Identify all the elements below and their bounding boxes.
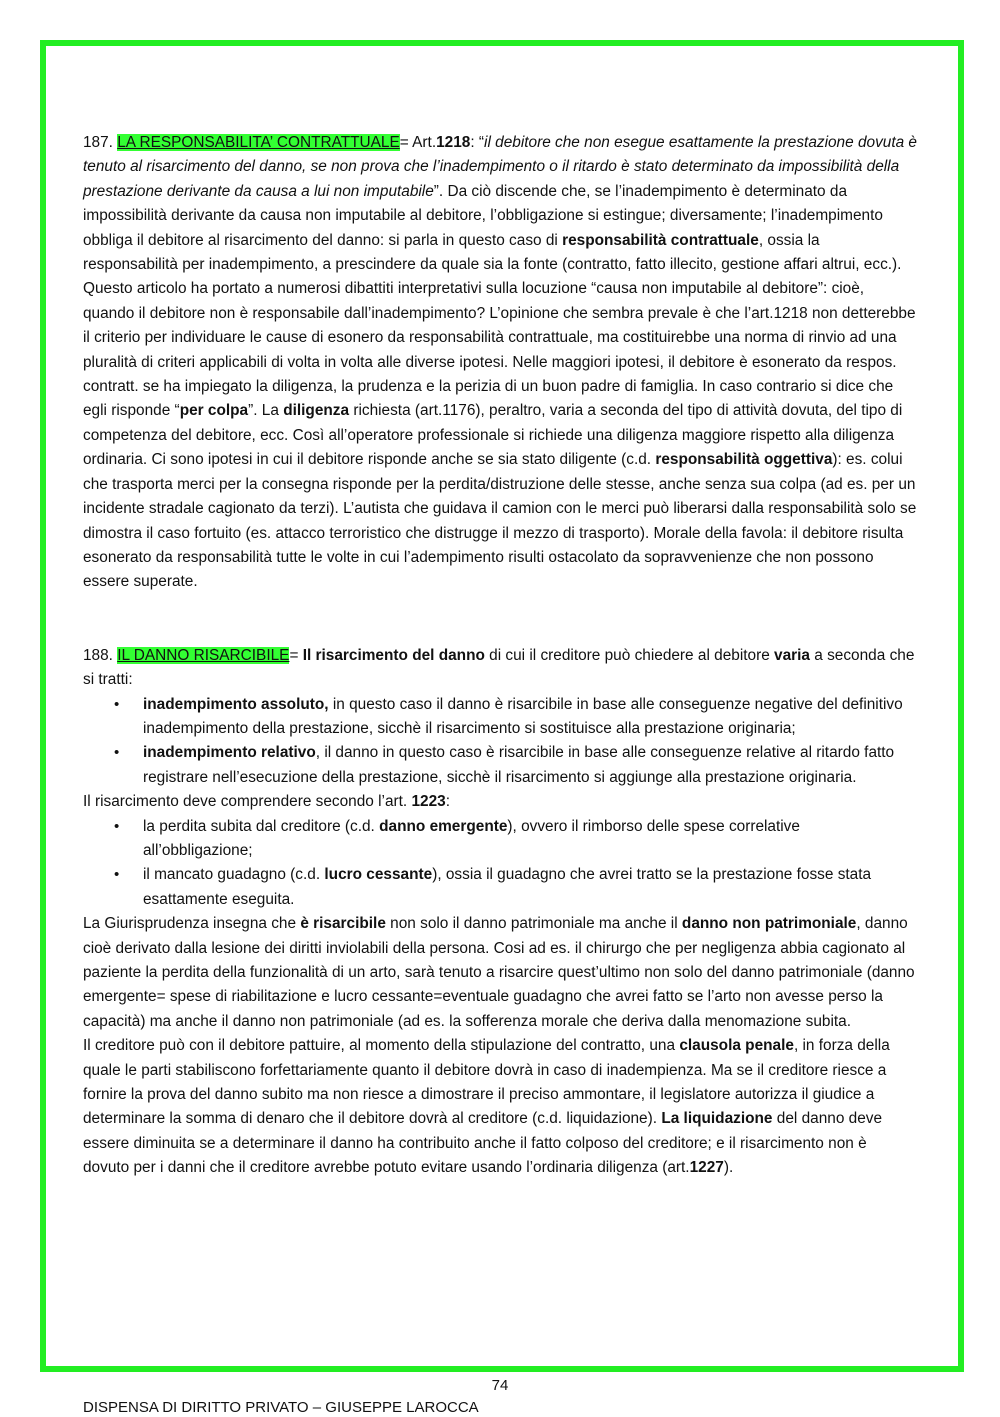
section-187-paragraph (83, 131, 917, 595)
text-run: : (445, 793, 451, 811)
document-body (83, 131, 917, 1181)
text-run: La Giurisprudenza insegna che (83, 915, 301, 933)
text-run: = (289, 646, 303, 664)
text-run: richiesta (art.1176), peraltro, varia a seconda del tipo di attività dovuta, del tipo di competenza del debitore, ecc. Così all’operatore professionale si richiede una diligenza maggiore rispetto alla diligenza ordinaria. Ci sono ipotesi in cui il debitore risponde anche se sia stato diligente (c.d. (83, 402, 903, 469)
list-item (83, 815, 917, 864)
text-run: ”. La (248, 402, 284, 420)
text-run: il mancato guadagno (c.d. (143, 866, 325, 884)
section-188-art-1223 (83, 790, 917, 814)
section-188-paragraph-giurisprudenza (83, 912, 917, 1034)
bullet-icon: • (114, 744, 120, 762)
bullet-list-inadempimento (83, 693, 917, 791)
bullet-icon: • (114, 817, 120, 835)
text-run: , ossia la responsabilità per inadempimento, a prescindere da quale sia la fonte (contratto, fatto illecito, gestione affari altrui, ecc.). Questo articolo ha portato a numerosi dibattiti interpretativi sulla locuzione “causa non imputabile al debitore”: cioè, quando il debitore non è responsabile dall’inadempimento? L’opinione che sembra prevale è che l’art.1218 non detterebbe il criterio per individuare le cause di esonero da responsabilità contrattuale, ma costituirebbe una norma di rinvio ad una pluralità di criteri applicabili di volta in volta alle diverse ipotesi. Nelle maggiori ipotesi, il debitore è esonerato da respos. contratt. se ha impiegato la diligenza, la prudenza e la perizia di un buon padre di famiglia. In caso contrario si dice che egli risponde “ (83, 231, 916, 420)
text-run: ). (723, 1159, 734, 1177)
bold-term: 1227 (689, 1159, 724, 1177)
text-run: Il creditore può con il debitore pattuire, al momento della stipulazione del contratto, una (83, 1037, 680, 1055)
list-item (83, 863, 917, 912)
section-188 (83, 644, 917, 1181)
article-1223: 1223 (411, 793, 446, 811)
section-187-number: 187. (83, 134, 118, 151)
bold-term: La liquidazione (661, 1110, 773, 1128)
text-run: = Art. (399, 134, 437, 151)
section-188-intro (83, 644, 917, 693)
bold-term: inadempimento relativo (143, 744, 316, 762)
article-1218: 1218 (436, 134, 471, 151)
bullet-icon: • (114, 866, 120, 884)
text-run: in questo caso il danno è risarcibile in base alle conseguenze negative del definitivo inadempimento della prestazione, sicchè il risarcimento si sostituisce alla prestazione originaria; (143, 695, 903, 737)
bold-term: danno emergente (379, 817, 508, 835)
bold-term: Il risarcimento del danno (302, 646, 485, 664)
section-188-number: 188. (83, 646, 118, 664)
bold-term: danno non patrimoniale (681, 915, 857, 933)
page-number: 74 (491, 1377, 509, 1394)
article-quote: il debitore che non esegue esattamente la prestazione dovuta è tenuto al risarcimento del danno, se non prova che l’inadempimento o il ritardo è stato determinato da impossibilità della prestazione derivante da causa a lui non imputabile (83, 134, 917, 200)
text-run: a seconda che si tratti: (83, 646, 915, 689)
section-187 (83, 131, 917, 595)
bullet-icon: • (114, 695, 120, 713)
footer-title: DISPENSA DI DIRITTO PRIVATO – GIUSEPPE LAROCCA (83, 1399, 479, 1416)
text-run: ): es. colui che trasporta merci per la consegna risponde per la perdita/distruzione delle stesse, anche senza sua colpa (ad es. per un incidente stradale cagionato da terzi). L’autista che guidava il camion con le merci può liberarsi dalla responsabilità solo se dimostra il caso fortuito (es. attacco terroristico che distrugge il mezzo di trasporto). Morale della favola: il debitore risulta esonerato da responsabilità tutte le volte in cui l’adempimento risulti ostacolato da sopravvenienze che non possono essere superate. (83, 451, 917, 591)
bold-term: varia (774, 646, 810, 664)
list-item (83, 741, 917, 790)
text-run: : “ (470, 134, 485, 151)
section-gap (83, 595, 917, 644)
text-run: ”. Da ciò discende che, se l’inadempimento è determinato da impossibilità derivante da causa non imputabile al debitore, l’obbligazione si estingue; diversamente; l’inadempimento obbliga il debitore al risarcimento del danno: si parla in questo caso di (83, 182, 883, 249)
bold-term: responsabilità contrattuale (562, 231, 759, 249)
text-run: Il risarcimento deve comprendere secondo l’art. (83, 793, 412, 811)
bullet-list-risarcimento (83, 815, 917, 913)
text-run: non solo il danno patrimoniale ma anche il (385, 915, 682, 933)
text-run: ), ovvero il rimborso delle spese correlative all’obbligazione; (143, 817, 800, 859)
text-run: di cui il creditore può chiedere al debitore (484, 646, 775, 664)
bold-term: clausola penale (679, 1037, 794, 1055)
text-run: la perdita subita dal creditore (c.d. (143, 817, 380, 835)
bold-term: per colpa (179, 402, 249, 420)
bold-term: lucro cessante (324, 866, 433, 884)
text-run: ), ossia il guadagno che avrei tratto se la prestazione fosse stata esattamente eseguita. (143, 866, 872, 908)
text-run: del danno deve essere diminuita se a determinare il danno ha contribuito anche il fatto colposo del creditore; e il risarcimento non è dovuto per i danni che il creditore avrebbe potuto evitare usando l’ordinaria diligenza (art. (83, 1110, 883, 1177)
list-item (83, 693, 917, 742)
bold-term: responsabilità oggettiva (655, 451, 833, 469)
section-188-title: IL DANNO RISARCIBILE (117, 646, 290, 664)
text-run: , in forza della quale le parti stabiliscono forfettariamente quanto il debitore dovrà in caso di inadempienza. Ma se il creditore riesce a fornire la prova del danno subito ma non riesce a dimostrare il preciso ammontare, il legislatore autorizza il giudice a determinare la somma di denaro che il debitore dovrà al creditore (c.d. liquidazione). (83, 1037, 890, 1128)
bold-term: diligenza (283, 402, 350, 420)
bold-term: è risarcibile (300, 915, 386, 933)
text-run: , danno cioè derivato dalla lesione dei diritti inviolabili della persona. Cosi ad es. il chirurgo che per negligenza abbia cagionato al paziente la perdita della funzionalità di un arto, sarà tenuto a risarcire quest’ultimo non solo del danno patrimoniale (danno emergente= spese di riabilitazione e lucro cessante=eventuale guadagno che avrei fatto se l’arto non avesse perso la capacità) ma anche il danno non patrimoniale (ad es. la sofferenza morale che deriva dalla menomazione subita. (83, 915, 915, 1030)
section-187-title: LA RESPONSABILITA’ CONTRATTUALE (117, 134, 400, 151)
bold-term: inadempimento assoluto, (143, 695, 329, 713)
text-run: , il danno in questo caso è risarcibile in base alle conseguenze relative al ritardo fatto registrare nell’esecuzione della prestazione, sicchè il risarcimento si aggiunge alla prestazione originaria. (143, 744, 895, 786)
section-188-paragraph-clausola (83, 1034, 917, 1180)
